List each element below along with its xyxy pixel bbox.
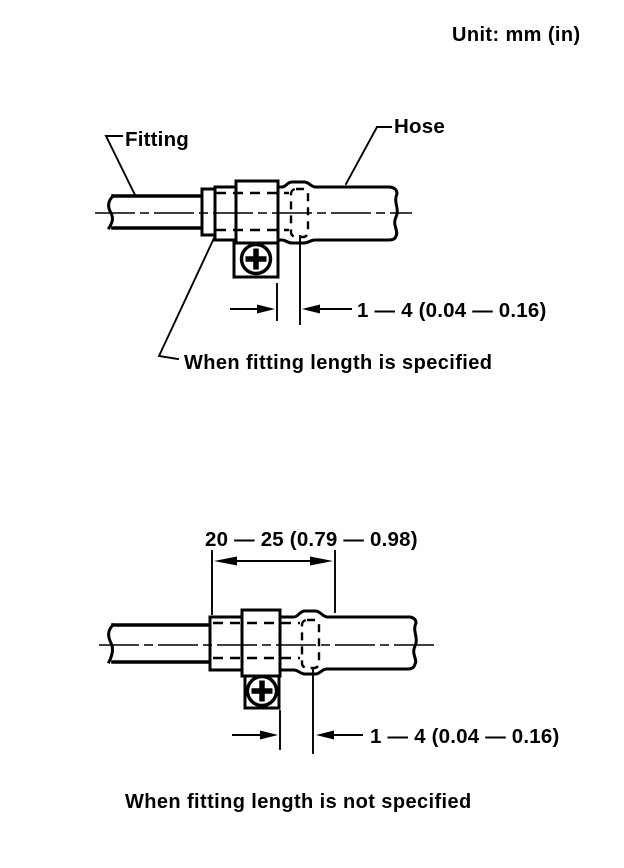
arrowhead-right-icon [260, 731, 278, 740]
pipe-break-line [109, 625, 113, 662]
hose-clamp-band [236, 181, 278, 243]
diagram-when-fitting-length-specified [95, 115, 547, 374]
fitting-pipe [109, 625, 208, 662]
hose-callout [346, 115, 445, 184]
caption-text: When fitting length is specified [184, 352, 493, 374]
hose-clamp-band [242, 610, 280, 676]
clamp-screw-housing [234, 243, 278, 277]
arrowhead-right-icon [257, 305, 275, 314]
pipe-break-line [109, 196, 113, 228]
dimension-text: 20 — 25 (0.79 — 0.98) [205, 528, 418, 551]
leader-line-hose [346, 127, 391, 184]
fitting-label: Fitting [125, 128, 190, 151]
arrowhead-left-icon [302, 305, 320, 314]
fitting-nut [202, 189, 215, 235]
dimension-text: 1 — 4 (0.04 — 0.16) [370, 725, 560, 748]
dimension-insertion-depth [205, 528, 418, 614]
fitting-pipe [109, 196, 203, 228]
hose-label: Hose [394, 115, 445, 138]
caption-not-specified: When fitting length is not specified [125, 791, 472, 813]
diagram-when-fitting-length-not-specified [99, 528, 560, 813]
hidden-bead [302, 620, 319, 668]
leader-line-caption [159, 236, 215, 359]
clamp-screw-housing [245, 676, 279, 708]
fitting-callout [106, 128, 189, 195]
arrowhead-right-icon [310, 557, 333, 566]
arrowhead-left-icon [316, 731, 334, 740]
unit-note: Unit: mm (in) [452, 24, 581, 46]
arrowhead-left-icon [214, 557, 237, 566]
dimension-clamp-to-bead [233, 669, 560, 753]
dimension-text: 1 — 4 (0.04 — 0.16) [357, 299, 547, 322]
